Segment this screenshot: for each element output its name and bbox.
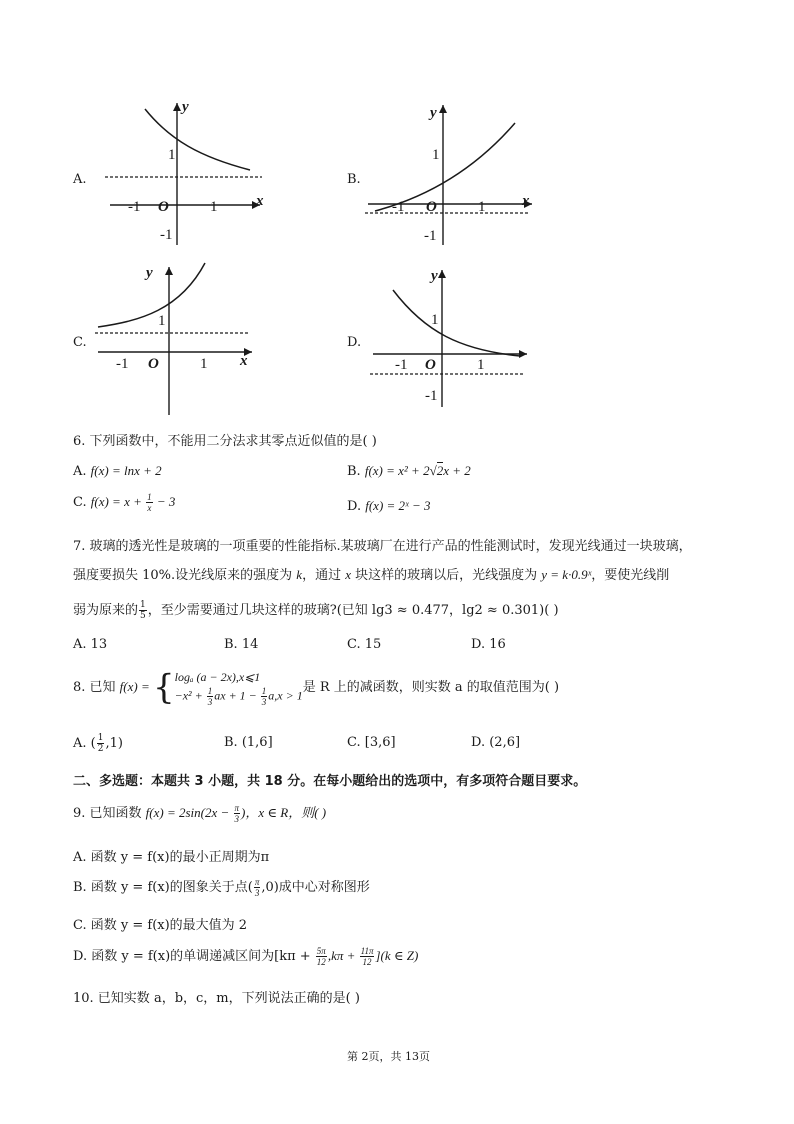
- q9-stem-frac: [234, 803, 241, 824]
- q9-option-d-frac2: [360, 946, 375, 967]
- q7-option-a: A. 13: [73, 637, 108, 652]
- graph-c-origin: O: [148, 356, 159, 372]
- graph-b: [360, 95, 540, 255]
- q9-option-d3: ](k ∈ Z): [375, 948, 419, 963]
- q9-option-b1: B. 函数 y = f(x)的图象关于点(: [73, 880, 253, 895]
- q8-option-a: [73, 733, 123, 754]
- graph-a-y-label: y: [182, 99, 189, 115]
- q8-pieces: [175, 668, 303, 707]
- graph-c-y-arrow: [165, 267, 173, 275]
- q7-formula: y = k·0.9ˣ: [541, 567, 592, 582]
- q9-option-b2: ,0)成中心对称图形: [261, 880, 370, 895]
- graph-d-y-arrow: [438, 270, 446, 278]
- graph-c-tick-up1: 1: [158, 313, 166, 329]
- q7-var-k: k: [296, 567, 303, 582]
- graph-d-origin: O: [425, 357, 436, 373]
- q6-option-c-expr1: f(x) = x +: [90, 494, 146, 509]
- q6-option-c-den: x: [147, 503, 152, 513]
- q8-option-a2: ,1): [105, 736, 123, 751]
- q9-option-b: [73, 876, 370, 898]
- graph-b-origin: O: [426, 199, 437, 215]
- q7-line2-c: 块这样的玻璃以后，光线强度为: [351, 568, 542, 583]
- q6-stem: 6. 下列函数中，不能用二分法求其零点近似值的是( ): [73, 434, 377, 449]
- graph-c-y-label: y: [146, 265, 153, 281]
- q6-option-d: [347, 498, 431, 514]
- q6-option-c: [73, 492, 175, 513]
- graph-d-tick-neg1: -1: [395, 357, 408, 373]
- graph-c-tick-pos1: 1: [200, 356, 208, 372]
- q9-option-d-den2: 12: [362, 957, 372, 967]
- graph-a-tick-neg1: -1: [128, 199, 141, 215]
- graph-a-tick-pos1: 1: [210, 199, 218, 215]
- q7-fraction: [139, 600, 147, 621]
- graph-b-tick-pos1: 1: [478, 199, 486, 215]
- q9-option-b-frac: [254, 877, 261, 898]
- q8-option-a1: A. (: [73, 736, 96, 751]
- graph-b-tick-neg1: -1: [392, 199, 405, 215]
- q9-option-a: A. 函数 y = f(x)的最小正周期为π: [73, 850, 270, 865]
- page-footer: 第 2页，共 13页: [347, 1050, 430, 1063]
- q6-option-c-label: C.: [73, 495, 91, 510]
- q8-piece1: logₐ (a − 2x),x⩽1: [174, 670, 261, 684]
- graph-b-y-arrow: [439, 105, 447, 113]
- graph-a-label: A.: [73, 172, 87, 187]
- q6-option-c-expr2: − 3: [153, 494, 176, 509]
- q8-piece2c: a,x > 1: [268, 688, 303, 703]
- q7-fraction-den: 5: [140, 611, 146, 621]
- q9-stem2: )，x ∈ R，则( ): [241, 805, 327, 820]
- q7-option-d: D. 16: [471, 637, 506, 652]
- q7-line2-d: ，要使光线削: [591, 568, 670, 583]
- q9-stem-den: 3: [234, 814, 240, 824]
- q7-line2: [73, 564, 669, 583]
- q7-line2-b: ，通过: [302, 568, 346, 583]
- q6-option-b-expr1: f(x) = x² + 2√: [364, 463, 437, 478]
- graph-a-tick-up1: 1: [168, 147, 176, 163]
- q9-stem-f: f(x) = 2sin(2x −: [145, 805, 233, 820]
- q6-option-a-label: A.: [73, 464, 91, 479]
- q7-line3: [73, 599, 559, 621]
- q8-piece2-frac2-den: 3: [261, 697, 267, 707]
- q8-option-d: D. (2,6]: [471, 735, 521, 750]
- q8-piece2-frac2: [261, 686, 268, 707]
- q9-option-d-den1: 12: [316, 957, 326, 967]
- graph-d-tick-pos1: 1: [477, 357, 485, 373]
- graph-d-plot: [365, 262, 535, 412]
- q9-option-d-num1: 5π: [316, 946, 326, 956]
- q7-option-c: C. 15: [347, 637, 382, 652]
- section-2-heading: 二、多选题：本题共 3 小题，共 18 分。在每小题给出的选项中，有多项符合题目要求。: [73, 774, 587, 789]
- q8-piece2-frac2-num: 1: [261, 686, 267, 696]
- q6-option-b-expr2: x + 2: [443, 463, 471, 478]
- q8-piece2-frac1-den: 3: [207, 697, 213, 707]
- q8-piece2a: −x² +: [174, 688, 206, 703]
- q6-option-b-label: B.: [347, 464, 365, 479]
- q8-option-a-den: 2: [97, 744, 104, 754]
- q6-option-b-radicand: 2: [436, 463, 444, 478]
- q9-stem: [73, 802, 326, 824]
- q6-option-d-label: D.: [347, 499, 366, 514]
- graph-a: [100, 95, 270, 255]
- q10-stem: 10. 已知实数 a，b，c，m，下列说法正确的是( ): [73, 991, 360, 1006]
- graph-d: [365, 262, 535, 412]
- graph-d-tick-down1: -1: [425, 388, 438, 404]
- q8-option-a-num: 1: [97, 733, 104, 743]
- graph-c-plot: [90, 255, 260, 415]
- q7-line1: 7. 玻璃的透光性是玻璃的一项重要的性能指标.某玻璃厂在进行产品的性能测试时，发现光线通过一块玻璃，: [73, 539, 692, 554]
- graph-d-tick-up1: 1: [431, 312, 439, 328]
- q8-piece2b: ax + 1 −: [214, 688, 260, 703]
- q9-stem-num: π: [234, 803, 240, 813]
- graph-a-x-label: x: [256, 193, 264, 209]
- q7-line3-a: 弱为原来的: [73, 603, 139, 618]
- q8-piece2-frac1: [207, 686, 214, 707]
- q9-option-d2: ,kπ +: [327, 948, 359, 963]
- graph-a-origin: O: [158, 199, 169, 215]
- graph-c-tick-neg1: -1: [116, 356, 129, 372]
- graph-c-x-label: x: [240, 353, 248, 369]
- q6-option-d-expr: f(x) = 2ˣ − 3: [365, 498, 431, 513]
- q8-brace: {: [152, 667, 175, 708]
- q7-line2-a: 强度要损失 10%.设光线原来的强度为: [73, 568, 297, 583]
- q9-option-b-den: 3: [254, 888, 260, 898]
- q9-option-c: C. 函数 y = f(x)的最大值为 2: [73, 918, 248, 933]
- q8-option-c: C. [3,6]: [347, 735, 396, 750]
- graph-d-y-label: y: [431, 268, 438, 284]
- q7-line3-b: ，至少需要通过几块这样的玻璃?(已知 lg3 ≈ 0.477，lg2 ≈ 0.301)( ): [147, 603, 559, 618]
- q8-option-a-frac: [97, 733, 105, 754]
- q7-fraction-num: 1: [140, 600, 146, 610]
- q8-piece2-frac1-num: 1: [207, 686, 213, 696]
- graph-d-x-arrow: [519, 350, 527, 358]
- q9-option-d: [73, 945, 418, 967]
- q8-suffix: 是 R 上的减函数，则实数 a 的取值范围为( ): [302, 680, 560, 695]
- graph-b-x-label: x: [522, 193, 530, 209]
- q7-var-x: x: [345, 567, 351, 582]
- q9-option-b-num: π: [254, 877, 260, 887]
- graph-c: [90, 255, 260, 415]
- graph-a-curve: [145, 109, 250, 170]
- q8-piece2: [175, 686, 303, 707]
- graph-a-tick-down1: -1: [160, 227, 173, 243]
- q8-fx: f(x) =: [119, 679, 153, 694]
- graph-b-curve: [375, 123, 515, 211]
- graph-b-y-label: y: [430, 105, 437, 121]
- q9-option-d-num2: 11π: [360, 946, 374, 956]
- q6-option-c-fraction: [146, 492, 153, 513]
- graph-d-label: D.: [347, 335, 362, 350]
- graph-a-plot: [100, 95, 270, 255]
- graph-c-label: C.: [73, 335, 87, 350]
- q6-option-b: [347, 463, 471, 479]
- q9-option-d-frac1: [316, 946, 327, 967]
- q8-stem: [73, 668, 559, 707]
- q7-option-b: B. 14: [224, 637, 259, 652]
- graph-d-curve: [393, 290, 520, 356]
- q9-option-d1: D. 函数 y = f(x)的单调递减区间为[kπ +: [73, 949, 315, 964]
- q8-prefix: 8. 已知: [73, 680, 120, 695]
- graph-a-y-arrow: [173, 103, 181, 111]
- graph-b-label: B.: [347, 172, 361, 187]
- q8-option-b: B. (1,6]: [224, 735, 273, 750]
- q6-option-a: [73, 463, 162, 479]
- q9-stem1: 9. 已知函数: [73, 806, 146, 821]
- graph-b-tick-up1: 1: [432, 147, 440, 163]
- q6-option-a-expr: f(x) = lnx + 2: [90, 463, 162, 478]
- q6-option-c-num: 1: [147, 492, 152, 502]
- graph-b-tick-down1: -1: [424, 228, 437, 244]
- graph-b-plot: [360, 95, 540, 255]
